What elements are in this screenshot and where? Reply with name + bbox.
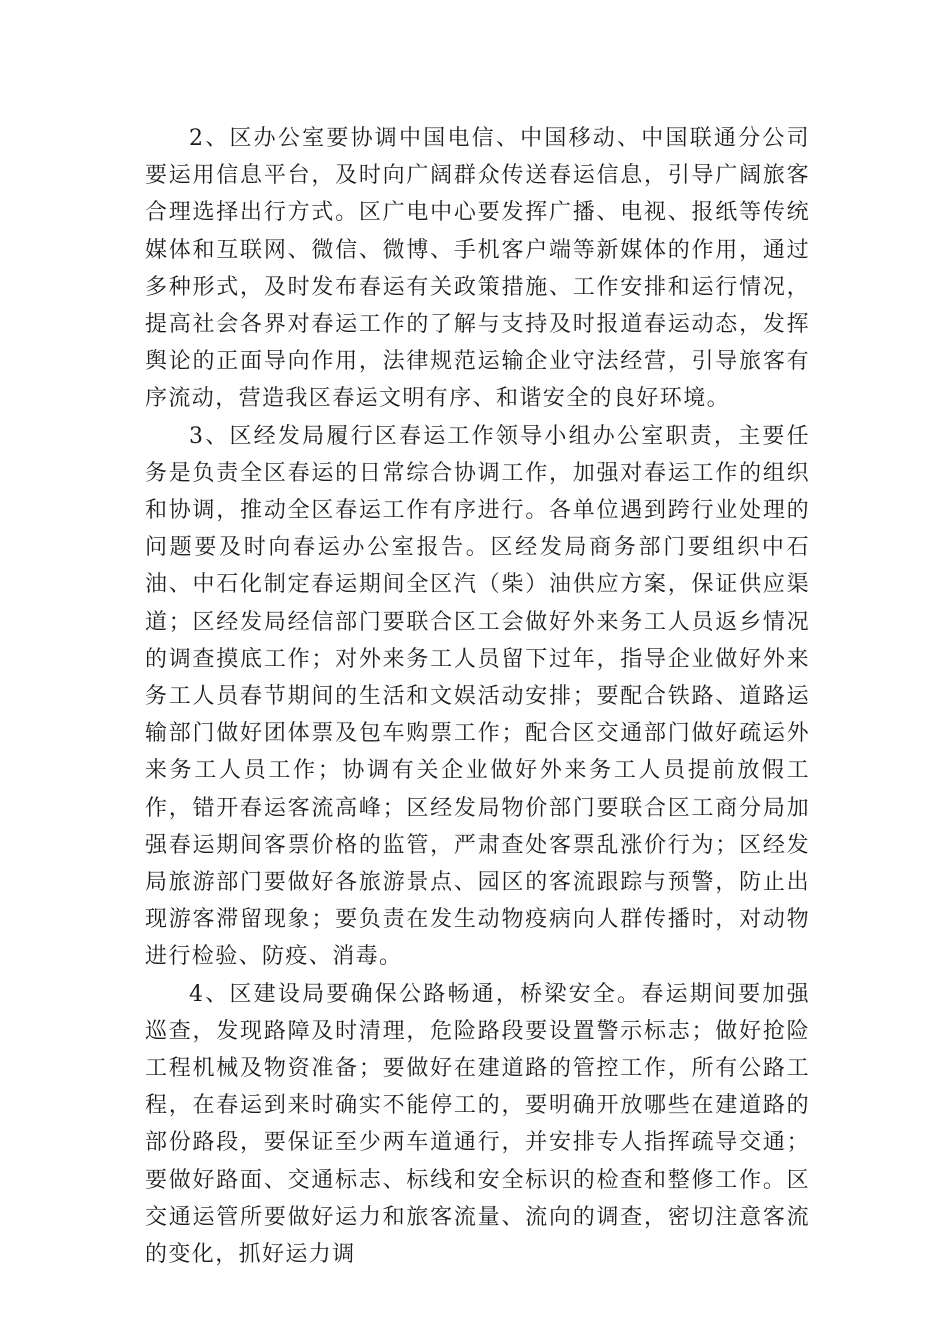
paragraph-2: 2、区办公室要协调中国电信、中国移动、中国联通分公司要运用信息平台，及时向广阔群众传送春运信息，引导广阔旅客合理选择出行方式。区广电中心要发挥广播、电视、报纸等传统媒体和互联网、微信、微博、手机客户端等新媒体的作用，通过多种形式，及时发布春运有关政策措施、工作安排和运行情况，提高社会各界对春运工作的了解与支持及时报道春运动态，发挥舆论的正面导向作用，法律规范运输企业守法经营，引导旅客有序流动，营造我区春运文明有序、和谐安全的良好环境。 — [145, 126, 810, 412]
document-body — [145, 120, 810, 1273]
paragraph-3: 3、区经发局履行区春运工作领导小组办公室职责，主要任务是负责全区春运的日常综合协调工作，加强对春运工作的组织和协调，推动全区春运工作有序进行。各单位遇到跨行业处理的问题要及时向春运办公室报告。区经发局商务部门要组织中石油、中石化制定春运期间全区汽（柴）油供应方案，保证供应渠道；区经发局经信部门要联合区工会做好外来务工人员返乡情况的调查摸底工作；对外来务工人员留下过年，指导企业做好外来务工人员春节期间的生活和文娱活动安排；要配合铁路、道路运输部门做好团体票及包车购票工作；配合区交通部门做好疏运外来务工人员工作；协调有关企业做好外来务工人员提前放假工作，错开春运客流高峰；区经发局物价部门要联合区工商分局加强春运期间客票价格的监管，严肃查处客票乱涨价行为；区经发局旅游部门要做好各旅游景点、园区的客流跟踪与预警，防止出现游客滞留现象；要负责在发生动物疫病向人群传播时，对动物进行检验、防疫、消毒。 — [145, 423, 810, 970]
paragraph-4: 4、区建设局要确保公路畅通，桥梁安全。春运期间要加强巡查，发现路障及时清理，危险路段要设置警示标志；做好抢险工程机械及物资准备；要做好在建道路的管控工作，所有公路工程，在春运到来时确实不能停工的，要明确开放哪些在建道路的部份路段，要保证至少两车道通行，并安排专人指挥疏导交通；要做好路面、交通标志、标线和安全标识的检查和整修工作。区交通运管所要做好运力和旅客流量、流向的调查，密切注意客流的变化，抓好运力调 — [145, 981, 810, 1268]
